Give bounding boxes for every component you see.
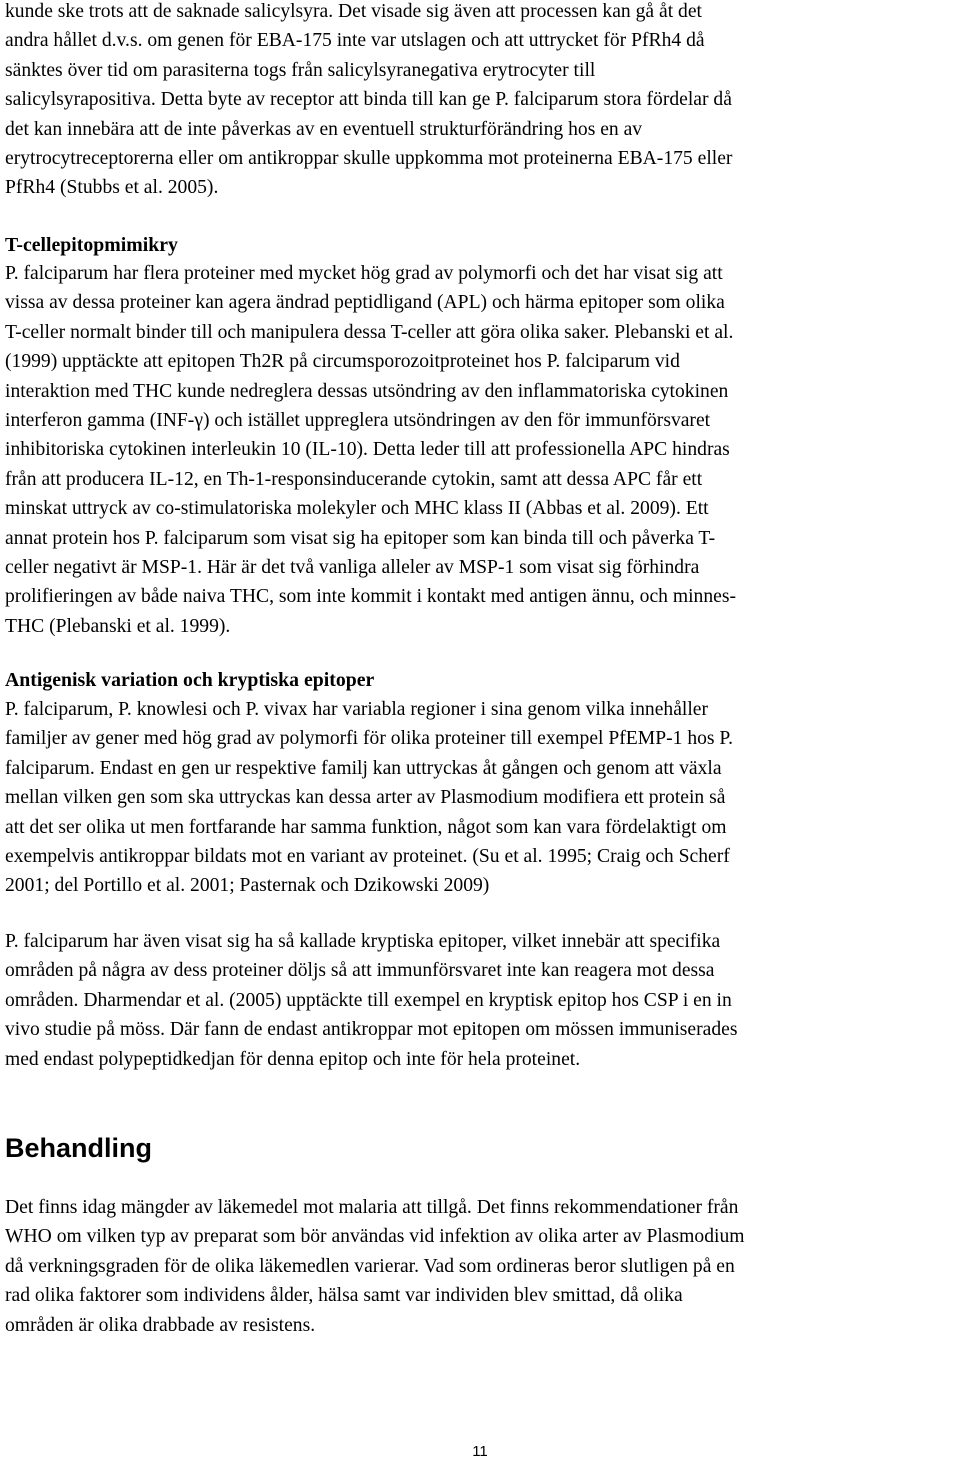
- text-line: P. falciparum, P. knowlesi och P. vivax har variabla regioner i sina genom vilka innehåller: [5, 699, 709, 720]
- text-line: annat protein hos P. falciparum som visat sig ha epitoper som kan binda till och påverka T-: [5, 527, 716, 549]
- text-line: prolifieringen av både naiva THC, som inte kommit i kontakt med antigen ännu, och minnes-: [5, 586, 736, 608]
- text-line: från att producera IL-12, en Th-1-responsinducerande cytokin, samt att dessa APC får ett: [5, 468, 703, 490]
- text-line: vissa av dessa proteiner kan agera ändrad peptidligand (APL) och härma epitoper som olika: [5, 292, 725, 314]
- text-line: interaktion med THC kunde nedreglera dessas utsöndring av den inflammatoriska cytokinen: [5, 380, 729, 402]
- text-line: minskat uttryck av co-stimulatoriska molekyler och MHC klass II (Abbas et al. 2009). Ett: [5, 498, 709, 520]
- text-line: PfRh4 (Stubbs et al. 2005).: [5, 177, 219, 199]
- page-number: 11: [472, 1443, 488, 1460]
- text-line: vivo studie på möss. Där fann de endast antikroppar mot epitopen om mössen immuniserades: [5, 1019, 738, 1041]
- text-line: med endast polypeptidkedjan för denna epitop och inte för hela proteinet.: [5, 1048, 581, 1070]
- text-line: områden. Dharmendar et al. (2005) upptäckte till exempel en kryptisk epitop hos CSP i en in: [5, 989, 732, 1011]
- text-line: (1999) upptäckte att epitopen Th2R på circumsporozoitproteinet hos P. falciparum vid: [5, 351, 680, 373]
- paragraph-antigenic-variation: [5, 695, 955, 901]
- text-line: Det finns idag mängder av läkemedel mot malaria att tillgå. Det finns rekommendationer från: [5, 1197, 739, 1218]
- text-line: erytrocytreceptorerna eller om antikroppar skulle uppkomma mot proteinerna EBA-175 eller: [5, 148, 733, 170]
- text-line: kunde ske trots att de saknade salicylsyra. Det visade sig även att processen kan gå åt det: [5, 1, 702, 22]
- text-line: T-celler normalt binder till och manipulera dessa T-celler att göra olika saker. Plebanski et al.: [5, 321, 734, 343]
- text-line: celler negativt är MSP-1. Här är det två vanliga alleler av MSP-1 som visat sig förhindra: [5, 557, 700, 579]
- text-line: mellan vilken gen som ska uttryckas kan dessa arter av Plasmodium modifiera ett protein så: [5, 787, 726, 809]
- text-line: andra hållet d.v.s. om genen för EBA-175 inte var utslagen och att uttrycket för PfRh4 då: [5, 30, 705, 52]
- text-line: inhibitoriska cytokinen interleukin 10 (IL-10). Detta leder till att professionella APC hindras: [5, 439, 730, 461]
- heading-antigenic-variation: Antigenisk variation och kryptiska epitoper: [5, 669, 375, 691]
- text-line: WHO om vilken typ av preparat som bör användas vid infektion av olika arter av Plasmodium: [5, 1226, 745, 1248]
- text-line: områden är olika drabbade av resistens.: [5, 1314, 316, 1336]
- text-line: exempelvis antikroppar bildats mot en variant av proteinet. (Su et al. 1995; Craig och Scherf: [5, 846, 730, 868]
- text-line: 2001; del Portillo et al. 2001; Pasternak och Dzikowski 2009): [5, 875, 490, 897]
- text-line: det kan innebära att de inte påverkas av en eventuell strukturförändring hos en av: [5, 118, 643, 140]
- text-line: då verkningsgraden för de olika läkemedlen varierar. Vad som ordineras beror slutligen på en: [5, 1255, 735, 1277]
- text-line: P. falciparum har flera proteiner med mycket hög grad av polymorfi och det har visat sig att: [5, 263, 723, 284]
- text-line: rad olika faktorer som individens ålder, hälsa samt var individen blev smittad, då olika: [5, 1285, 683, 1307]
- text-line: salicylsyrapositiva. Detta byte av receptor att binda till kan ge P. falciparum stora fördelar då: [5, 89, 732, 111]
- text-line: P. falciparum har även visat sig ha så kallade kryptiska epitoper, vilket innebär att specifika: [5, 931, 721, 952]
- paragraph-salicylic-acid: [5, 0, 955, 203]
- paragraph-treatment: [5, 1193, 955, 1340]
- heading-behandling: Behandling: [5, 1133, 152, 1163]
- text-line: att det ser olika ut men fortfarande har samma funktion, något som kan vara fördelaktigt om: [5, 816, 727, 838]
- text-line: interferon gamma (INF-γ) och istället uppreglera utsöndringen av den för immunförsvaret: [5, 410, 711, 432]
- text-line: falciparum. Endast en gen ur respektive familj kan uttryckas åt gången och genom att växla: [5, 757, 722, 779]
- paragraph-t-cell-mimicry: [5, 259, 955, 641]
- text-line: THC (Plebanski et al. 1999).: [5, 615, 231, 637]
- heading-t-cell-epitope-mimicry: T-cellepitopmimikry: [5, 234, 178, 256]
- text-line: områden på några av dess proteiner döljs så att immunförsvaret inte kan reagera mot dessa: [5, 960, 715, 982]
- text-line: familjer av gener med hög grad av polymorfi för olika proteiner till exempel PfEMP-1 hos P.: [5, 728, 734, 750]
- paragraph-cryptic-epitopes: [5, 927, 955, 1074]
- text-line: sänktes över tid om parasiterna togs från salicylsyranegativa erytrocyter till: [5, 59, 596, 81]
